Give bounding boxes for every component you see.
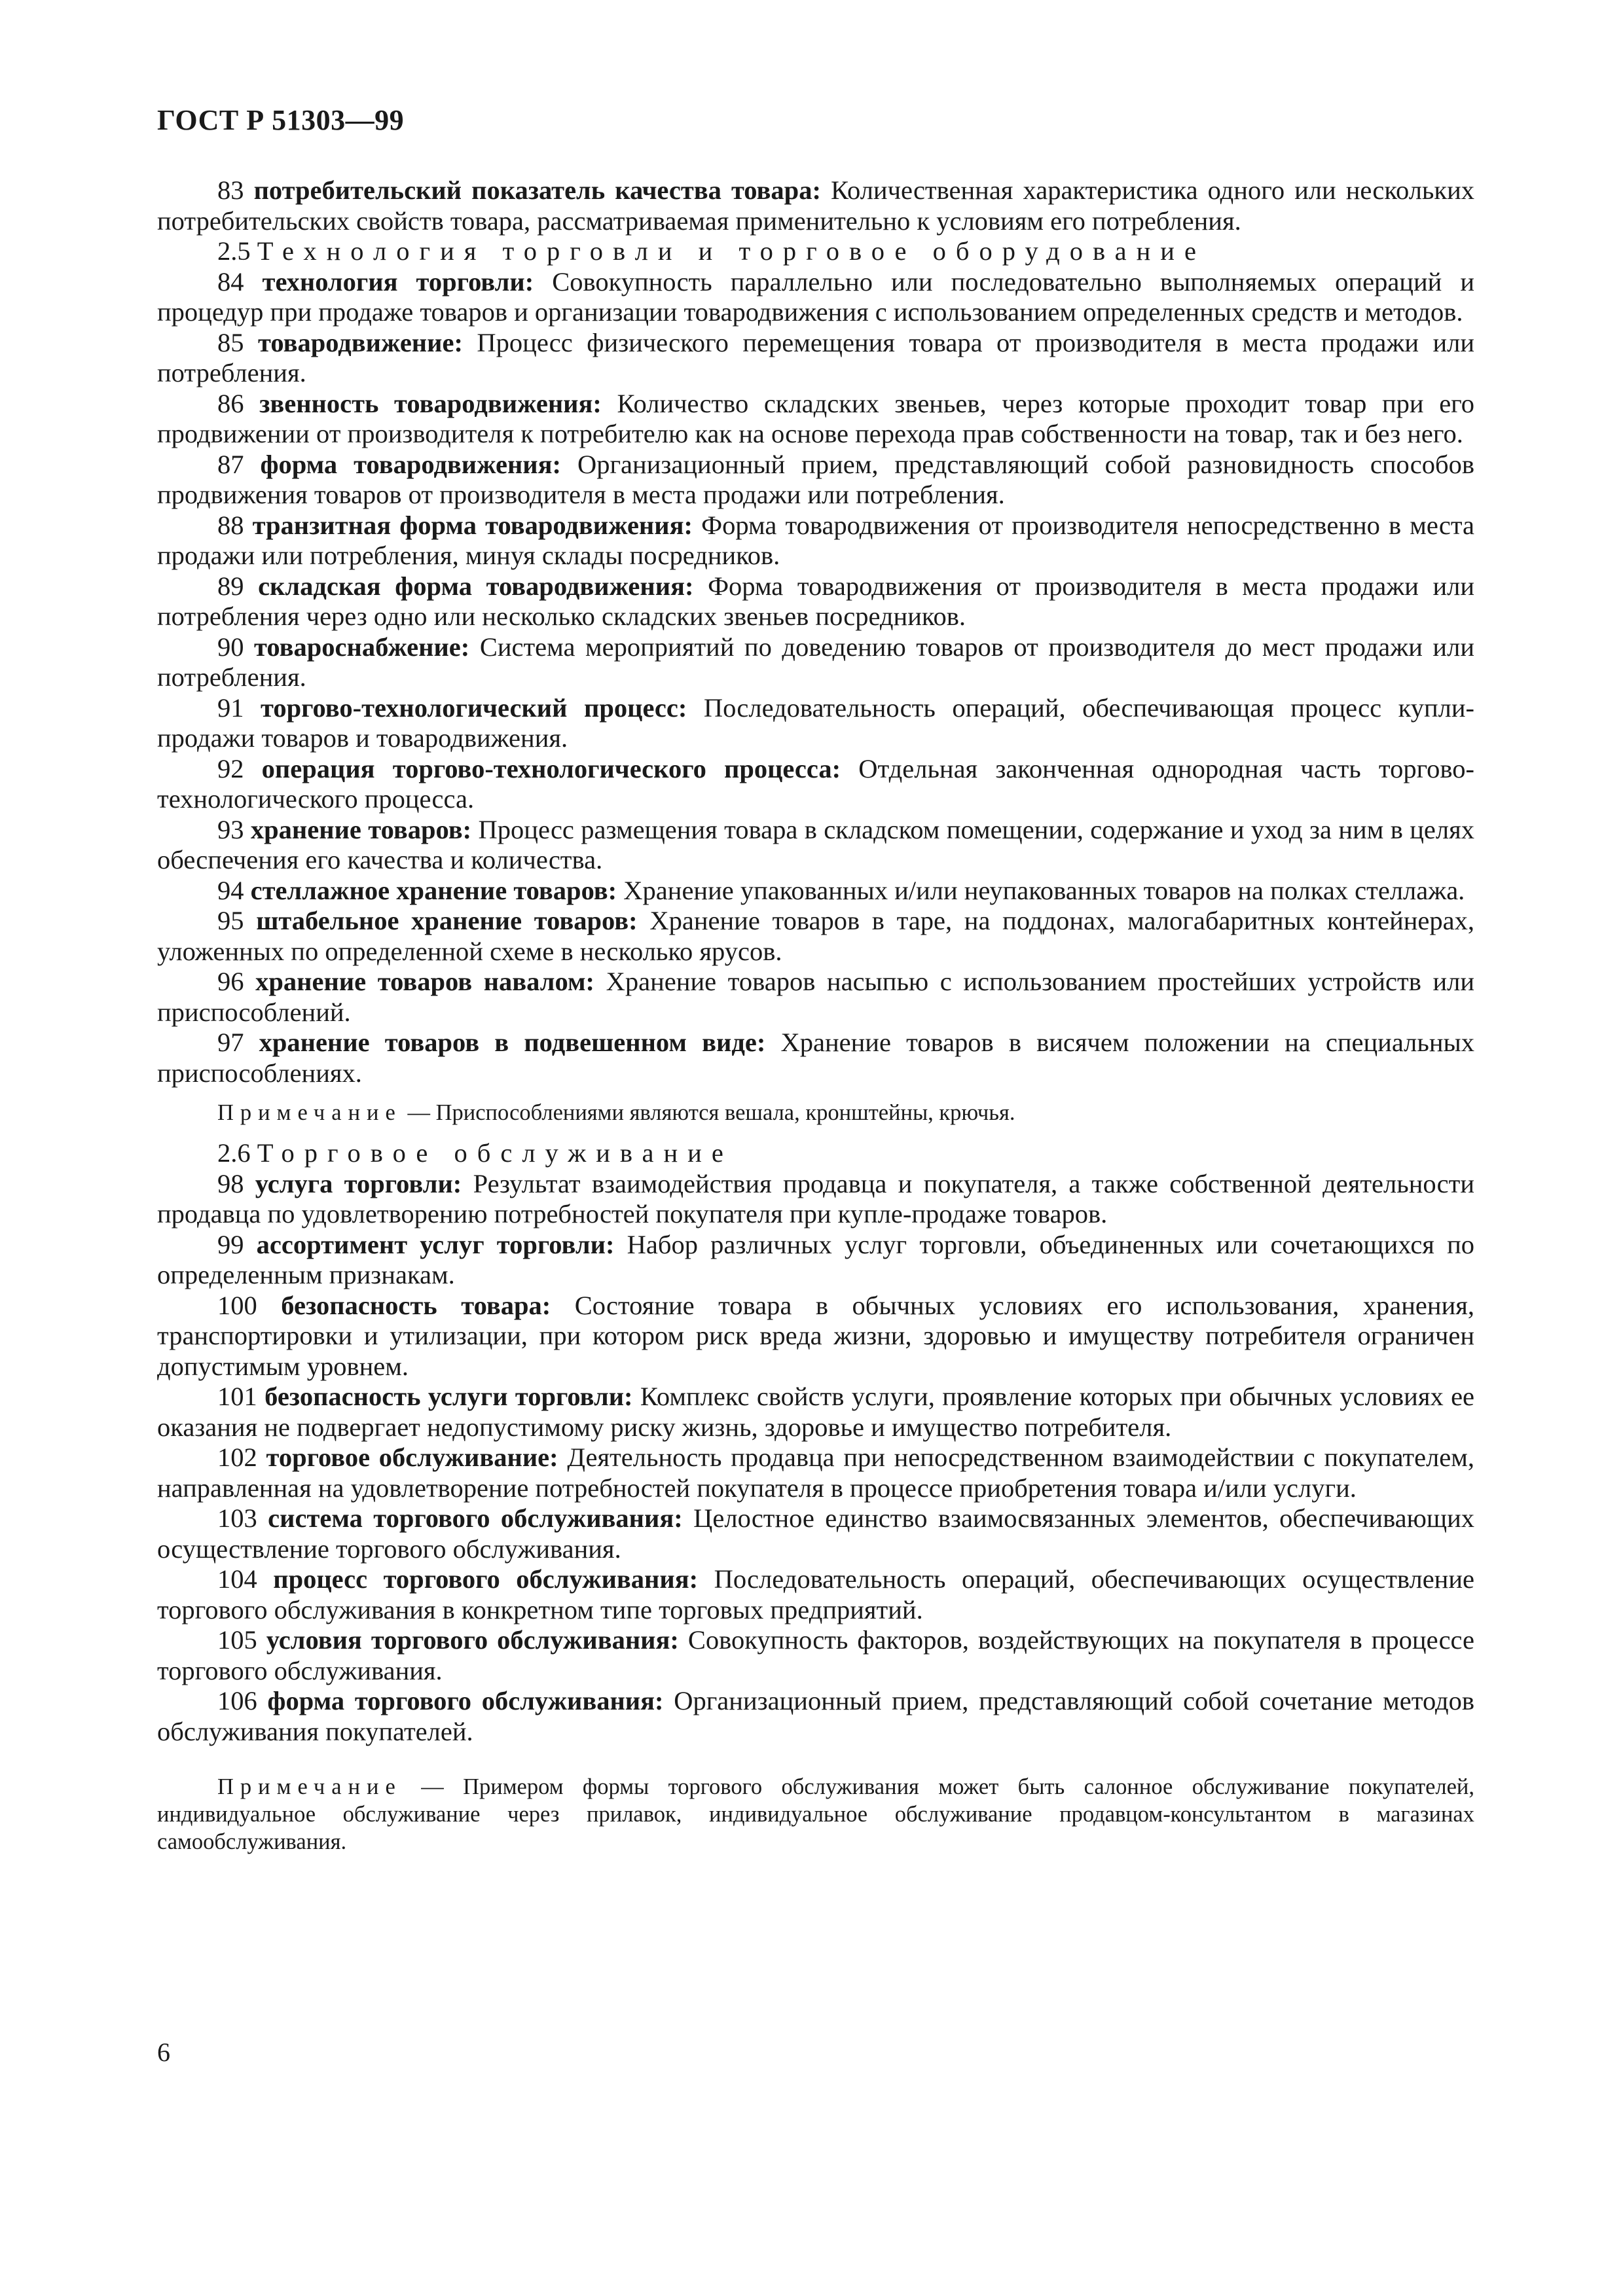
term-definition: Количество складских звеньев, через которые проходит товар при его продвижении от производителя к потребителю как на основе перехода прав собственности на товар, так и без него. bbox=[157, 388, 1475, 448]
term-name: безопасность товара: bbox=[281, 1290, 551, 1320]
term-definition: Количественная характеристика одного или нескольких потребительских свойств товара, рассматриваемая применительно к условиям его потребления. bbox=[157, 175, 1474, 236]
term-definition: Процесс физического перемещения товара от производителя в места продажи или потребления. bbox=[157, 327, 1475, 387]
term-name: безопасность услуги торговли: bbox=[264, 1382, 633, 1411]
term-entry bbox=[157, 815, 1474, 876]
term-definition: Хранение товаров в висячем положении на специальных приспособлениях. bbox=[157, 1028, 1475, 1088]
term-number: 99 bbox=[217, 1229, 244, 1259]
term-definition: Система мероприятий по доведению товаров от производителя до мест продажи или потребления. bbox=[157, 632, 1474, 692]
document-header: ГОСТ Р 51303—99 bbox=[157, 104, 405, 136]
term-entry bbox=[157, 754, 1474, 815]
term-definition: Деятельность продавца при непосредственном взаимодействии с покупателем, направленная на удовлетворение потребностей покупателя в процессе приобретения товара и/или услуги. bbox=[157, 1443, 1474, 1503]
term-number: 101 bbox=[217, 1382, 257, 1411]
term-number: 91 bbox=[217, 692, 244, 723]
term-name: хранение товаров: bbox=[250, 814, 472, 844]
term-entry bbox=[157, 1028, 1474, 1088]
term-definition: Организационный прием, представляющий собой сочетание методов обслуживания покупателей. bbox=[157, 1686, 1475, 1746]
term-name: торговое обслуживание: bbox=[266, 1443, 558, 1472]
term-number: 100 bbox=[217, 1290, 257, 1320]
term-definition: Организационный прием, представляющий собой разновидность способов продвижения товаров от производителя в места продажи или потребления. bbox=[157, 449, 1474, 509]
note-section-2-5 bbox=[157, 1099, 1474, 1126]
term-name: товароснабжение: bbox=[254, 632, 470, 662]
term-number: 102 bbox=[217, 1443, 257, 1472]
term-entry bbox=[157, 906, 1474, 967]
term-entry bbox=[157, 632, 1474, 693]
note-text: — Приспособлениями являются вешала, кронштейны, крючья. bbox=[407, 1100, 1015, 1125]
term-definition: Хранение товаров насыпью с использованием простейших устройств или приспособлений. bbox=[157, 967, 1475, 1027]
term-definition: Хранение упакованных и/или неупакованных товаров на полках стеллажа. bbox=[623, 875, 1465, 905]
section-heading-2-6 bbox=[157, 1138, 1474, 1169]
term-name: форма торгового обслуживания: bbox=[267, 1686, 664, 1715]
term-definition: Набор различных услуг торговли, объединенных или сочетающихся по определенным признакам. bbox=[157, 1229, 1475, 1289]
term-definition: Отдельная законченная однородная часть торгово-технологического процесса. bbox=[157, 753, 1475, 814]
term-entry bbox=[157, 1230, 1474, 1291]
term-number: 92 bbox=[217, 753, 244, 783]
term-entry bbox=[157, 693, 1474, 754]
term-definition: Целостное единство взаимосвязанных элементов, обеспечивающих осуществление торгового обслуживания. bbox=[157, 1503, 1474, 1564]
term-number: 96 bbox=[217, 967, 244, 996]
term-name: форма товародвижения: bbox=[260, 449, 562, 479]
term-entry bbox=[157, 511, 1474, 571]
term-name: условия торгового обслуживания: bbox=[266, 1625, 679, 1655]
term-name: услуга торговли: bbox=[255, 1168, 462, 1198]
term-number: 98 bbox=[217, 1168, 244, 1198]
document-body bbox=[157, 175, 1474, 1867]
term-definition: Комплекс свойств услуги, проявление которых при обычных условиях ее оказания не подвергает недопустимому риску жизнь, здоровье и имущество потребителя. bbox=[157, 1382, 1475, 1442]
term-definition: Состояние товара в обычных условиях его использования, хранения, транспортировки и утилизации, при котором риск вреда жизни, здоровью и имуществу потребителя ограничен допустимым уровнем. bbox=[157, 1290, 1475, 1381]
term-name: хранение товаров навалом: bbox=[255, 967, 595, 996]
term-name: операция торгово-технологического процесса: bbox=[261, 753, 841, 783]
term-definition: Форма товародвижения от производителя в места продажи или потребления через одно или несколько складских звеньев посредников. bbox=[157, 571, 1475, 631]
term-number: 83 bbox=[217, 175, 244, 205]
term-name: потребительский показатель качества товара: bbox=[253, 175, 821, 205]
term-entry bbox=[157, 571, 1474, 632]
term-entry bbox=[157, 876, 1474, 906]
note-label: Примечание bbox=[217, 1100, 402, 1125]
term-number: 95 bbox=[217, 906, 244, 935]
term-name: штабельное хранение товаров: bbox=[256, 906, 638, 935]
term-name: транзитная форма товародвижения: bbox=[252, 510, 693, 540]
term-definition: Последовательность операций, обеспечивающих осуществление торгового обслуживания в конкретном типе торговых предприятий. bbox=[157, 1564, 1475, 1624]
term-entry-83 bbox=[157, 175, 1474, 236]
page-number: 6 bbox=[157, 2037, 170, 2067]
term-name: звенность товародвижения: bbox=[259, 388, 602, 418]
section-2-5-entries bbox=[157, 267, 1474, 1089]
term-number: 106 bbox=[217, 1686, 257, 1715]
term-definition: Совокупность факторов, воздействующих на покупателя в процессе торгового обслуживания. bbox=[157, 1625, 1475, 1685]
term-name: хранение товаров в подвешенном виде: bbox=[259, 1028, 766, 1057]
term-number: 97 bbox=[217, 1028, 244, 1057]
note-text: — Примером формы торгового обслуживания может быть салонное обслуживание покупателей, индивидуальное обслуживание через прилавок, индивидуальное обслуживание продавцом-консультантом в магазинах самообслуживания. bbox=[157, 1774, 1475, 1854]
section-number: 2.6 bbox=[217, 1138, 251, 1168]
term-number: 90 bbox=[217, 632, 244, 662]
term-name: торгово-технологический процесс: bbox=[261, 692, 687, 723]
term-entry bbox=[157, 267, 1474, 328]
term-name: технология торговли: bbox=[262, 266, 534, 296]
term-entry bbox=[157, 1625, 1474, 1686]
section-2-6-entries bbox=[157, 1169, 1474, 1748]
term-entry bbox=[157, 1564, 1474, 1625]
term-number: 89 bbox=[217, 571, 244, 601]
term-name: процесс торгового обслуживания: bbox=[273, 1564, 699, 1594]
term-entry bbox=[157, 1686, 1474, 1747]
term-entry bbox=[157, 967, 1474, 1028]
term-definition: Процесс размещения товара в складском помещении, содержание и уход за ним в целях обеспечения его качества и количества. bbox=[157, 814, 1474, 874]
term-entry bbox=[157, 1503, 1474, 1564]
term-definition: Форма товародвижения от производителя непосредственно в места продажи или потребления, минуя склады посредников. bbox=[157, 510, 1475, 570]
term-entry bbox=[157, 1291, 1474, 1382]
term-number: 105 bbox=[217, 1625, 257, 1655]
term-entry bbox=[157, 1443, 1474, 1503]
term-entry bbox=[157, 328, 1474, 389]
term-number: 93 bbox=[217, 814, 244, 844]
term-entry bbox=[157, 1169, 1474, 1230]
note-section-2-6 bbox=[157, 1773, 1474, 1856]
term-name: товародвижение: bbox=[257, 327, 463, 357]
section-title: Торговое обслуживание bbox=[257, 1138, 733, 1168]
term-definition: Результат взаимодействия продавца и покупателя, а также собственной деятельности продавца по удовлетворению потребностей покупателя при купле-продаже товаров. bbox=[157, 1168, 1474, 1229]
term-definition: Хранение товаров в таре, на поддонах, малогабаритных контейнерах, уложенных по определенной схеме в несколько ярусов. bbox=[157, 906, 1474, 966]
term-name: система торгового обслуживания: bbox=[268, 1503, 683, 1533]
term-number: 86 bbox=[217, 388, 244, 418]
section-number: 2.5 bbox=[217, 236, 251, 266]
term-name: складская форма товародвижения: bbox=[258, 571, 694, 601]
term-number: 103 bbox=[217, 1503, 257, 1533]
note-label: Примечание bbox=[217, 1774, 402, 1799]
term-definition: Совокупность параллельно или последовательно выполняемых операций и процедур при продаже товаров и организации товародвижения с использованием определенных средств и методов. bbox=[157, 266, 1475, 327]
term-name: ассортимент услуг торговли: bbox=[256, 1229, 615, 1259]
term-number: 94 bbox=[217, 875, 244, 905]
term-entry bbox=[157, 450, 1474, 511]
term-number: 87 bbox=[217, 449, 244, 479]
term-number: 88 bbox=[217, 510, 244, 540]
term-name: стеллажное хранение товаров: bbox=[250, 875, 617, 905]
section-title: Технология торговли и торговое оборудование bbox=[257, 236, 1206, 266]
section-heading-2-5 bbox=[157, 236, 1474, 267]
term-definition: Последовательность операций, обеспечивающая процесс купли-продажи товаров и товародвижения. bbox=[157, 692, 1474, 753]
term-entry bbox=[157, 389, 1474, 450]
term-number: 104 bbox=[217, 1564, 257, 1594]
term-number: 84 bbox=[217, 266, 244, 296]
term-entry bbox=[157, 1382, 1474, 1443]
term-number: 85 bbox=[217, 327, 244, 357]
